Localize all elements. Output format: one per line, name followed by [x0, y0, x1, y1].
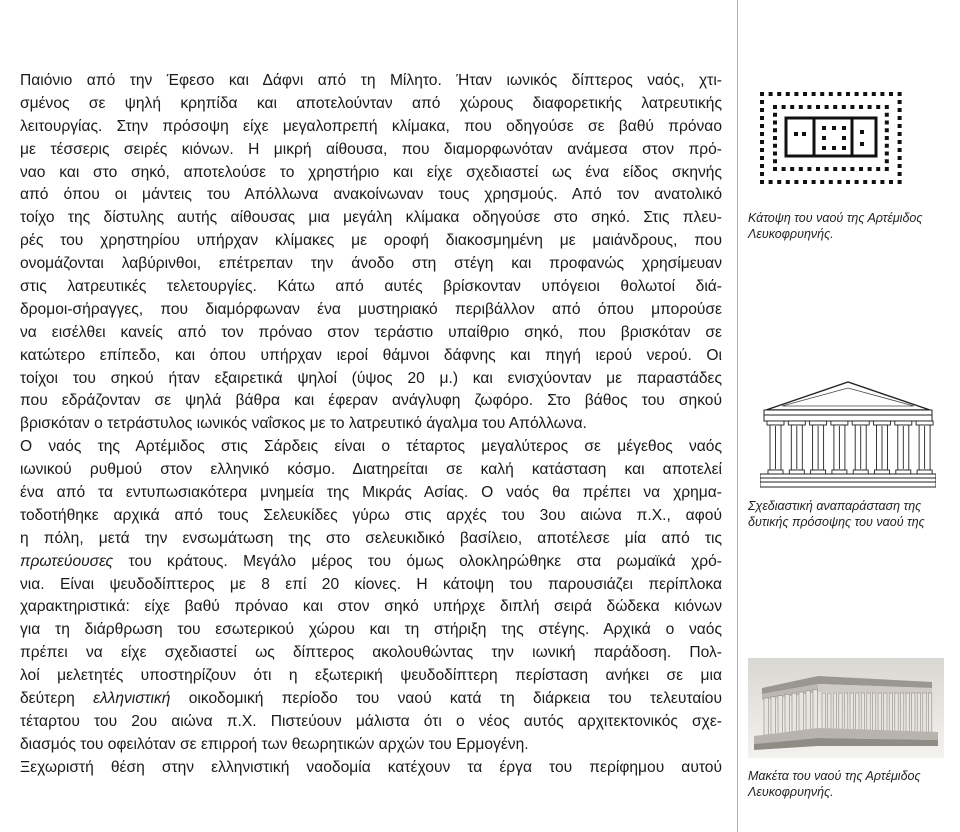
model-column-side	[900, 693, 903, 735]
text-line	[20, 230, 722, 253]
text-segment: βρισκόταν ο τετράστυλος ιωνικός ναΐσκος με το λατρευτικό άγαλμα του Απόλλωνα.	[20, 415, 587, 433]
column-dot	[760, 156, 764, 160]
column-dot	[773, 113, 777, 117]
text-line	[20, 665, 722, 688]
plan-caption: Κάτοψη του ναού της Αρτέμιδος Λευκοφρυηνής.	[748, 211, 923, 241]
column-dot	[760, 172, 764, 176]
model-column-front	[778, 696, 783, 736]
column-dot	[855, 92, 859, 96]
text-segment: να εισέλθει κανείς από τον πρόναο στον τεράστιο υπαίθριο σηκό, που βρισκόταν σε	[20, 323, 722, 341]
text-segment: λειτουργίας. Στην πρόσοψη είχε μεγαλοπρεπή κλίμακα, που οδηγούσε σε βαθύ πρόναο	[20, 117, 722, 135]
text-segment: δρομοι-σήραγγες, που διαμόρφωναν ένα μυστηριακό περιβάλλον από όπου μπορούσε	[20, 300, 722, 318]
column-dot	[790, 105, 794, 109]
text-segment: δεύτερη	[20, 690, 94, 708]
column-dot	[859, 105, 863, 109]
text-line	[20, 459, 722, 482]
model-column-side	[861, 693, 864, 735]
text-line	[20, 711, 722, 734]
column-dot	[777, 92, 781, 96]
column-dot	[807, 167, 811, 171]
text-line	[20, 413, 722, 436]
text-segment: που εδράζονταν σε ψηλά βάθρα και έφεραν ανάγλυφη ζωφόρο. Στο βάθος του σηκού	[20, 392, 722, 410]
column-dot	[885, 159, 889, 163]
column-dot	[773, 128, 777, 132]
column-dot	[850, 105, 854, 109]
column-dot	[833, 105, 837, 109]
text-line	[20, 757, 722, 780]
text-line	[20, 368, 722, 391]
column-dot	[885, 113, 889, 117]
text-segment: κατώτερο επίπεδο, και όπου υπήρχαν ιεροί θάμνοι δάφνης και πηγή ιερού νερού. Οι	[20, 346, 722, 364]
text-line	[20, 642, 722, 665]
column-dot	[799, 105, 803, 109]
column-dot	[898, 132, 902, 136]
column-dot	[842, 105, 846, 109]
text-line	[20, 574, 722, 597]
model-column-front	[792, 693, 797, 733]
text-segment: με τέσσερις σειρές κιόνων. Η μικρή αίθουσα, που διαμορφωνόταν ανάμεσα στον πρό-	[20, 140, 722, 158]
column-dot	[760, 148, 764, 152]
column-dot	[885, 144, 889, 148]
model-column-side	[844, 693, 847, 735]
column-dot	[760, 164, 764, 168]
text-line	[20, 688, 722, 711]
column-dot	[885, 152, 889, 156]
model-column-side	[912, 693, 915, 735]
column-dot	[898, 116, 902, 120]
text-segment: του κράτους. Μεγάλο μέρος του όμως ολοκληρώθηκε στα ρωμαϊκά χρό-	[113, 552, 722, 570]
column-dot	[777, 180, 781, 184]
column-dot	[803, 180, 807, 184]
facade-column	[874, 421, 891, 474]
column-dot	[868, 105, 872, 109]
column-dot	[799, 167, 803, 171]
column-dot	[898, 140, 902, 144]
column-dot	[898, 172, 902, 176]
column-dot	[898, 100, 902, 104]
model-column-side	[889, 693, 892, 735]
column-dot	[842, 167, 846, 171]
column-dot	[898, 164, 902, 168]
column-dot	[885, 128, 889, 132]
column-dot	[760, 92, 764, 96]
model-column-side	[917, 693, 920, 735]
model-column-front	[764, 698, 769, 738]
text-line	[20, 505, 722, 528]
column-dot	[898, 180, 902, 184]
text-segment: σμένος σε ψηλή κρηπίδα και αποτελούνταν από χώρους διαφορετικής λατρευτικής	[20, 94, 722, 112]
model-column-side	[906, 693, 909, 735]
model-column-side	[878, 693, 881, 735]
column-dot	[833, 167, 837, 171]
text-line	[20, 551, 722, 574]
column-dot	[898, 92, 902, 96]
model-column-side	[872, 693, 875, 735]
column-divider	[737, 0, 738, 832]
text-segment: στις λατρευτικές τελετουργίες. Κάτω από αυτές βρίσκονταν υπόγειοι θολωτοί διά-	[20, 278, 722, 296]
model-column-side	[895, 693, 898, 735]
text-segment: ένα από τα εντυπωσιακότερα μνημεία της Μικράς Ασίας. Ο ναός θα πρέπει να χρημα-	[20, 484, 722, 502]
text-segment: τοίχο της δίστυλης αυτής αίθουσας μια μεγάλη κλίμακα οδηγούσε στο σηκό. Στις πλευ-	[20, 209, 722, 227]
column-dot	[820, 180, 824, 184]
column-dot	[760, 124, 764, 128]
column-dot	[872, 92, 876, 96]
column-dot	[773, 152, 777, 156]
column-dot	[876, 167, 880, 171]
text-line	[20, 253, 722, 276]
facade-column	[852, 421, 869, 474]
column-dot	[885, 167, 889, 171]
model-column-side	[884, 693, 887, 735]
column-dot	[837, 92, 841, 96]
column-dot	[786, 92, 790, 96]
model-column-side	[867, 693, 870, 735]
column-dot	[773, 136, 777, 140]
column-dot	[794, 92, 798, 96]
text-segment: τέταρτου του 2ου αιώνα π.Χ. Πιστεύουν μάλιστα ότι ο νέος αυτός αρχιτεκτονικός σχε-	[20, 712, 722, 730]
model-column-side	[923, 693, 926, 735]
column-dot	[837, 180, 841, 184]
model-column-front	[813, 690, 818, 730]
column-dot	[803, 92, 807, 96]
column-dot	[829, 92, 833, 96]
column-dot	[760, 100, 764, 104]
main-text	[20, 70, 722, 780]
text-line	[20, 116, 722, 139]
column-dot	[872, 180, 876, 184]
temple-plan-figure	[756, 88, 906, 190]
column-dot	[885, 136, 889, 140]
text-line	[20, 299, 722, 322]
model-column-front	[771, 697, 776, 737]
model-column-front	[799, 692, 804, 732]
column-dot	[769, 92, 773, 96]
column-dot	[782, 167, 786, 171]
column-dot	[812, 92, 816, 96]
temple-model-photo	[748, 658, 944, 758]
column-dot	[889, 180, 893, 184]
column-dot	[773, 144, 777, 148]
column-dot	[850, 167, 854, 171]
column-dot	[846, 180, 850, 184]
text-line	[20, 482, 722, 505]
text-segment: Ξεχωριστή θέση στην ελληνιστική ναοδομία κατέχουν τα έργα του περίφημου αυτού	[20, 758, 722, 776]
column-dot	[859, 167, 863, 171]
model-column-side	[839, 693, 842, 735]
text-segment: διασμός του οφειλόταν σε επιρροή των θεωρητικών αρχών του Ερμογένη.	[20, 735, 529, 753]
text-segment: οικοδομική περίοδο του ναού κατά τη διάρκεια του τελευταίου	[170, 690, 722, 708]
column-dot	[760, 140, 764, 144]
column-dot	[863, 180, 867, 184]
column-dot	[760, 108, 764, 112]
column-dot	[885, 121, 889, 125]
column-dot	[790, 167, 794, 171]
text-segment: ναο και στο σηκό, αποτελούσε το χρηστήριο και είχε σχεδιαστεί ως ένα είδος σκηνής	[20, 163, 722, 181]
model-column-side	[856, 693, 859, 735]
facade-column	[810, 421, 827, 474]
text-line	[20, 276, 722, 299]
text-line	[20, 390, 722, 413]
column-dot	[782, 105, 786, 109]
facade-column	[788, 421, 805, 474]
text-line	[20, 734, 722, 757]
column-dot	[816, 105, 820, 109]
text-line	[20, 345, 722, 368]
text-segment: ιωνικού ρυθμού στον ελληνικό κόσμο. Διατηρείται σε καλή κατάσταση και αποτελεί	[20, 461, 722, 479]
column-dot	[816, 167, 820, 171]
text-segment: πρέπει να είχε σχεδιαστεί ως δίπτερος ακολουθώντας την ιωνική παράδοση. Πολ-	[20, 644, 722, 662]
text-segment: ρές του χρηστηρίου υπήρχαν κλίμακες με οροφή διακοσμημένη με μαιάνδρους, που	[20, 232, 722, 250]
model-caption: Μακέτα του ναού της Αρτέμιδος Λευκοφρυηνής.	[748, 769, 921, 799]
column-dot	[825, 167, 829, 171]
column-dot	[863, 92, 867, 96]
model-column-front	[785, 694, 790, 734]
text-line	[20, 162, 722, 185]
model-column-side	[928, 693, 931, 735]
column-dot	[889, 92, 893, 96]
text-segment: από όπου οι μάντεις του Απόλλωνα ανακοίνωναν τους χρησμούς. Από τον ανατολικό	[20, 186, 722, 204]
column-dot	[880, 180, 884, 184]
model-column-front	[806, 691, 811, 731]
facade-column	[831, 421, 848, 474]
text-segment: Ο ναός της Αρτέμιδος στις Σάρδεις είναι ο τέταρτος μεγαλύτερος σε μέγεθος ναός	[20, 438, 722, 456]
column-dot	[846, 92, 850, 96]
column-dot	[898, 124, 902, 128]
column-dot	[868, 167, 872, 171]
column-dot	[812, 180, 816, 184]
text-segment: λοί μελετητές υποστηρίζουν ότι η εξωτερική ψευδοδίπτερη περίσταση ανήκει σε μια	[20, 667, 722, 685]
column-dot	[855, 180, 859, 184]
column-dot	[769, 180, 773, 184]
text-line	[20, 207, 722, 230]
column-dot	[760, 180, 764, 184]
column-dot	[820, 92, 824, 96]
temple-facade-figure	[760, 378, 936, 490]
text-line	[20, 619, 722, 642]
column-dot	[760, 116, 764, 120]
text-segment: χαρακτηριστικά: είχε βαθύ πρόναο και στον σηκό υπήρχε διπλή σειρά δώδεκα κιόνων	[20, 598, 722, 616]
facade-column	[895, 421, 912, 474]
text-segment: Παιόνιο από την Έφεσο και Δάφνι από τη Μίλητο. Ήταν ιωνικός δίπτερος ναός, χτι-	[20, 72, 722, 89]
column-dot	[773, 159, 777, 163]
text-line	[20, 436, 722, 459]
text-segment: τοίχοι του σηκού ήταν εξαιρετικά ψηλοί (ύψος 20 μ.) και ενισχύονταν με παραστάδες	[20, 369, 722, 387]
text-line	[20, 139, 722, 162]
model-column-side	[850, 693, 853, 735]
column-dot	[880, 92, 884, 96]
text-segment: ονομάζονται λαβύρινθοι, επέτρεπαν την άνοδο στη στέγη και προφανώς χρησίμευαν	[20, 255, 722, 273]
column-dot	[760, 132, 764, 136]
text-line	[20, 596, 722, 619]
facade-column	[916, 421, 933, 474]
facade-caption: Σχεδιαστική αναπαράσταση της δυτικής πρόσοψης του ναού της	[748, 499, 925, 529]
column-dot	[773, 167, 777, 171]
column-dot	[876, 105, 880, 109]
text-segment: η πόλη, μετά την ενσωμάτωση της στο σελευκιδικό βασίλειο, αποτέλεσε μία από τις	[20, 529, 722, 547]
column-dot	[786, 180, 790, 184]
column-dot	[807, 105, 811, 109]
text-segment: για τη διάρθρωση του εσωτερικού χώρου και τη στήριξη της στέγης. Αρχικά ο ναός	[20, 621, 722, 639]
column-dot	[773, 121, 777, 125]
column-dot	[898, 108, 902, 112]
column-dot	[794, 180, 798, 184]
column-dot	[773, 105, 777, 109]
text-line	[20, 70, 722, 93]
column-dot	[885, 105, 889, 109]
text-line	[20, 528, 722, 551]
column-dot	[829, 180, 833, 184]
italic-term: ελληνιστική	[93, 690, 171, 708]
text-line	[20, 322, 722, 345]
column-dot	[898, 156, 902, 160]
facade-column	[767, 421, 784, 474]
text-segment: νια. Είναι ψευδοδίπτερος με 8 επί 20 κίονες. Η κάτοψη του παρουσιάζει περίπλοκα	[20, 575, 722, 593]
column-dot	[898, 148, 902, 152]
column-dot	[825, 105, 829, 109]
italic-term: πρωτεύουσες	[20, 552, 114, 570]
text-line	[20, 93, 722, 116]
text-segment: τοδοτήθηκε αρχικά από τους Σελευκίδες γύρω στις αρχές του 3ου αιώνα π.Χ., αφού	[20, 506, 722, 524]
text-line	[20, 184, 722, 207]
